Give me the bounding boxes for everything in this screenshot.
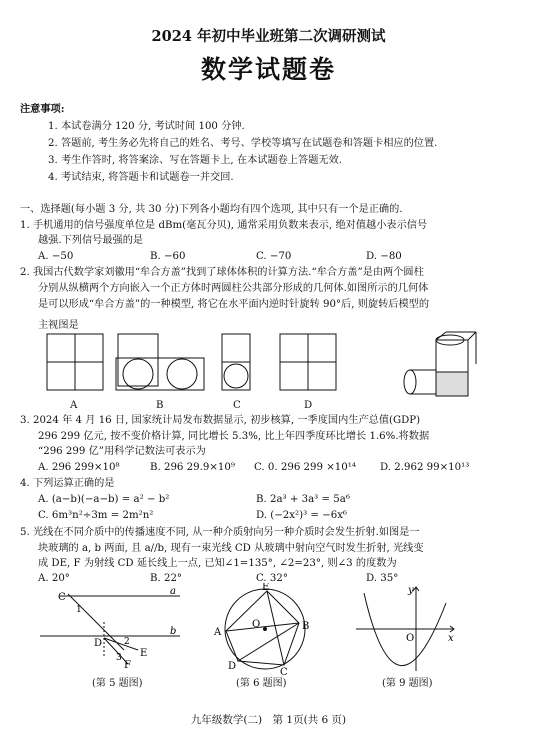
exam-subtitle: 数学试题卷 xyxy=(200,55,336,84)
fig5-caption: (第 5 题图) xyxy=(92,678,143,689)
q1-option-d: D. −80 xyxy=(366,251,402,262)
q2-label-c: C xyxy=(233,400,241,411)
fig5-label-a: a xyxy=(170,588,176,597)
q2-line1: 2. 我国古代数学家刘徽用“牟合方盖”找到了球体体积的计算方法.“牟合方盖”是由两个圆柱 xyxy=(20,267,424,278)
q3-line2: 296 299 亿元, 按不变价格计算, 同比增长 5.3%, 比上年四季度环比增长 1.6%.将数据 xyxy=(38,431,430,442)
q1-option-c: C. −70 xyxy=(256,251,292,262)
q4-option-d: D. (−2x²)³ = −6x⁶ xyxy=(256,510,348,521)
figure-5 xyxy=(20,588,190,673)
fig6-caption: (第 6 题图) xyxy=(236,678,287,689)
fig9-caption: (第 9 题图) xyxy=(382,678,433,689)
q2-line2: 分别从纵横两个方向嵌入一个正方体时两圆柱公共部分形成的几何体.如图所示的几何体 xyxy=(38,283,429,294)
fig5-label-b: b xyxy=(170,626,177,637)
fig9-label-o: O xyxy=(406,633,415,644)
q1-line2: 越强.下列信号最强的是 xyxy=(38,235,144,246)
figure-9 xyxy=(352,583,462,675)
q5-line3: 成 DE, F 为射线 CD 延长线上一点, 已知∠1=135°, ∠2=23°, 则∠3 的度数为 xyxy=(38,558,397,569)
q2-label-b: B xyxy=(156,400,164,411)
q3-line3: “296 299 亿”用科学记数法可表示为 xyxy=(38,446,206,457)
q2-line4: 主视图是 xyxy=(38,320,79,331)
q2-view-b xyxy=(116,334,204,390)
figure-6 xyxy=(210,583,320,675)
q2-figures xyxy=(0,330,537,410)
fig9-label-y: y xyxy=(408,585,414,596)
fig5-label-c: C xyxy=(58,592,66,603)
q3-option-c: C. 0. 296 299 ×10¹⁴ xyxy=(254,462,356,473)
fig5-angle-1: 1 xyxy=(76,605,82,615)
q2-line3: 是可以形成“牟合方盖”的一种模型, 将它在水平面内逆时针旋转 90°后, 则旋转后模型的 xyxy=(38,299,430,310)
q5-option-a: A. 20° xyxy=(38,573,70,584)
q2-model xyxy=(404,332,476,396)
fig6-label-e: E xyxy=(262,583,270,593)
page-footer: 九年级数学(二) 第 1页(共 6 页) xyxy=(190,714,347,726)
fig5-label-d: D xyxy=(94,638,103,649)
q2-view-c xyxy=(222,334,250,390)
fig6-label-o: O xyxy=(252,619,261,630)
notice-item-1: 1. 本试卷满分 120 分, 考试时间 100 分钟. xyxy=(48,121,245,132)
notice-item-4: 4. 考试结束, 将答题卡和试题卷一并交回. xyxy=(48,172,234,183)
q5-line2: 块玻璃的 a, b 两面, 且 a//b, 现有一束光线 CD 从玻璃中射向空气时发生折射, 光线变 xyxy=(38,543,424,554)
q1-line1: 1. 手机通用的信号强度单位是 dBm(毫瓦分贝), 通常采用负数来表示, 绝对值越小表示信号 xyxy=(20,220,428,231)
q5-option-d: D. 35° xyxy=(366,573,399,584)
q2-view-d xyxy=(280,334,336,390)
fig6-label-a: A xyxy=(214,627,222,638)
q5-line1: 5. 光线在不同介质中的传播速度不同, 从一种介质射向另一种介质时会发生折射.如图是一 xyxy=(20,527,420,538)
q3-line1: 3. 2024 年 4 月 16 日, 国家统计局发布数据显示, 初步核算, 一季度国内生产总值(GDP) xyxy=(20,415,421,426)
q2-label-d: D xyxy=(304,400,313,411)
q1-option-b: B. −60 xyxy=(150,251,186,262)
q1-option-a: A. −50 xyxy=(38,251,74,262)
q3-option-d: D. 2.962 99×10¹³ xyxy=(380,462,470,473)
notice-item-3: 3. 考生作答时, 将答案涂、写在答题卡上, 在本试题卷上答题无效. xyxy=(48,155,343,166)
exam-title: 2024 年初中毕业班第二次调研测试 xyxy=(151,28,386,45)
q2-label-a: A xyxy=(70,400,78,411)
fig5-angle-3: 3 xyxy=(116,653,122,663)
fig6-label-d: D xyxy=(228,661,237,672)
section1-heading: 一、选择题(每小题 3 分, 共 30 分)下列各小题均有四个选项, 其中只有一个是正确的. xyxy=(20,204,403,215)
q2-view-a xyxy=(47,334,103,390)
fig5-label-e: E xyxy=(140,648,148,659)
q4-line1: 4. 下列运算正确的是 xyxy=(20,478,115,489)
q3-option-a: A. 296 299×10⁸ xyxy=(38,462,120,473)
fig5-label-f: F xyxy=(124,660,131,671)
notice-item-2: 2. 答题前, 考生务必先将自己的姓名、考号、学校等填写在试题卷和答题卡相应的位置. xyxy=(48,138,438,149)
q4-option-c: C. 6m³n²÷3m = 2m²n² xyxy=(38,510,154,521)
q5-option-c: C. 32° xyxy=(256,573,288,584)
q4-option-b: B. 2a³ + 3a³ = 5a⁶ xyxy=(256,494,350,505)
fig5-angle-2: 2 xyxy=(124,637,130,647)
q5-option-b: B. 22° xyxy=(150,573,183,584)
fig6-label-b: B xyxy=(302,621,310,632)
q4-option-a: A. (a−b)(−a−b) = a² − b² xyxy=(38,494,170,505)
fig6-label-c: C xyxy=(280,667,288,675)
notice-heading: 注意事项: xyxy=(20,103,65,115)
fig9-label-x: x xyxy=(448,633,454,644)
q3-option-b: B. 296 29.9×10⁹ xyxy=(150,462,235,473)
